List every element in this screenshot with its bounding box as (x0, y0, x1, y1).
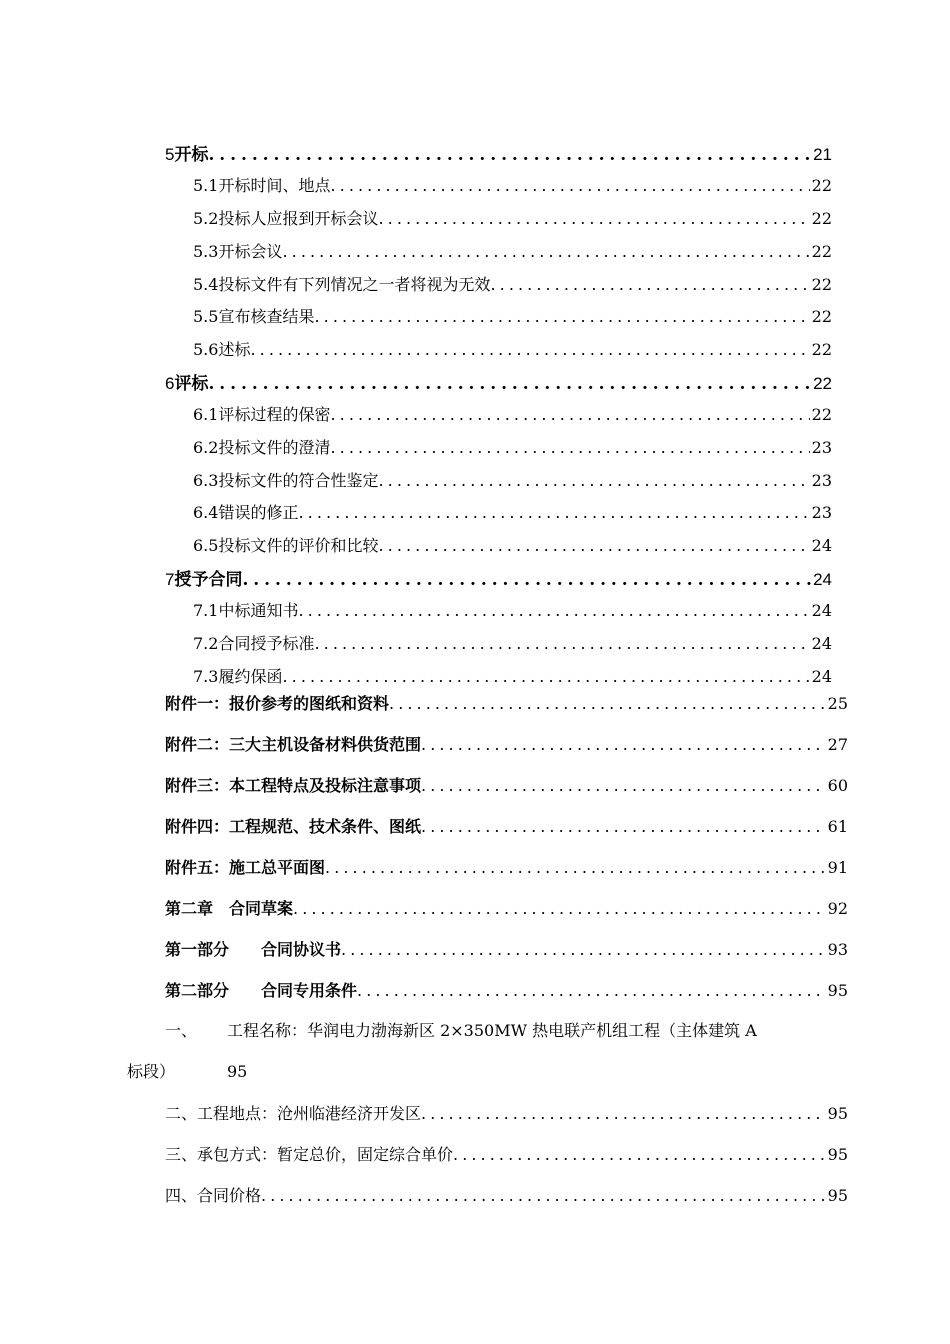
toc-page-number: 24 (811, 536, 832, 555)
toc-number: 7.3 (193, 667, 219, 686)
toc-entry-5-4[interactable] (193, 272, 832, 295)
dot-leader (330, 176, 809, 195)
toc-page-number: 22 (811, 209, 832, 228)
toc-entry-6-1[interactable] (193, 402, 832, 425)
dot-leader (330, 438, 809, 457)
toc-page-number: 61 (827, 817, 848, 836)
dot-leader (357, 981, 826, 1000)
dot-leader (453, 1145, 826, 1164)
toc-number: 二、 (165, 1104, 198, 1123)
toc-title: 述标 (218, 340, 251, 359)
toc-number: 5 (165, 145, 175, 164)
toc-page-number: 22 (811, 275, 832, 294)
toc-number: 5.5 (193, 307, 219, 326)
dot-leader (325, 858, 826, 877)
toc-entry-5[interactable] (165, 140, 832, 165)
toc-page-number: 27 (827, 735, 848, 754)
dot-leader (378, 209, 809, 228)
toc-number: 6.4 (193, 503, 219, 522)
toc-entry-item-1[interactable] (165, 1018, 757, 1041)
toc-number: 四、 (165, 1186, 198, 1205)
toc-title: 承包方式：暂定总价，固定综合单价 (197, 1145, 454, 1164)
toc-title: 开标时间、地点 (218, 176, 331, 195)
toc-number: 一、 (165, 1021, 198, 1040)
dot-leader (314, 634, 809, 653)
toc-page-number: 24 (813, 570, 832, 589)
toc-number: 5.2 (193, 209, 219, 228)
toc-entry-5-2[interactable] (193, 206, 832, 229)
toc-title: 第二章 合同草案 (165, 899, 294, 918)
toc-page-number: 22 (813, 374, 832, 393)
dot-leader (282, 667, 809, 686)
toc-entry-5-3[interactable] (193, 239, 832, 262)
toc-page-number: 95 (227, 1062, 248, 1081)
toc-title: 投标文件的评价和比较 (218, 536, 379, 555)
toc-entry-appendix-2[interactable] (165, 732, 848, 755)
toc-entry-6-4[interactable] (193, 500, 832, 523)
toc-title-continued: 标段） (127, 1062, 176, 1081)
toc-number: 三、 (165, 1145, 198, 1164)
toc-title: 开标 (174, 145, 209, 165)
toc-page-number: 92 (827, 899, 848, 918)
toc-number: 6 (165, 374, 175, 393)
toc-page-number: 22 (811, 405, 832, 424)
dot-leader (378, 471, 809, 490)
toc-number: 6.5 (193, 536, 219, 555)
toc-number: 5.4 (193, 275, 219, 294)
toc-title: 合同价格 (197, 1186, 262, 1205)
toc-entry-appendix-5[interactable] (165, 855, 848, 878)
toc-page-number: 60 (827, 776, 848, 795)
toc-title: 中标通知书 (218, 601, 299, 620)
toc-title: 合同授予标准 (218, 634, 315, 653)
toc-title: 宣布核查结果 (218, 307, 315, 326)
toc-title: 评标过程的保密 (218, 405, 331, 424)
toc-entry-7[interactable] (165, 565, 832, 590)
dot-leader (341, 940, 826, 959)
toc-entry-6-5[interactable] (193, 533, 832, 556)
toc-title: 附件一：报价参考的图纸和资料 (165, 694, 390, 713)
toc-title: 授予合同 (174, 570, 243, 590)
toc-page-number: 95 (827, 1145, 848, 1164)
dot-leader (421, 776, 826, 795)
toc-title: 工程地点：沧州临港经济开发区 (197, 1104, 422, 1123)
toc-page-number: 22 (811, 340, 832, 359)
toc-title: 附件二：三大主机设备材料供货范围 (165, 735, 422, 754)
toc-entry-part-1[interactable] (165, 937, 848, 960)
toc-page-number: 23 (811, 503, 832, 522)
toc-entry-item-2[interactable] (165, 1101, 848, 1124)
toc-page-number: 95 (827, 981, 848, 1000)
toc-page-number: 95 (827, 1186, 848, 1205)
toc-number: 7.2 (193, 634, 219, 653)
toc-number: 6.3 (193, 471, 219, 490)
toc-title: 投标文件的符合性鉴定 (218, 471, 379, 490)
dot-leader (421, 1104, 826, 1123)
toc-entry-7-2[interactable] (193, 631, 832, 654)
toc-entry-6-3[interactable] (193, 468, 832, 491)
toc-title: 投标文件的澄清 (218, 438, 331, 457)
dot-leader (261, 1186, 826, 1205)
dot-leader (421, 817, 826, 836)
toc-title: 第二部分 合同专用条件 (165, 981, 358, 1000)
toc-page-number: 22 (811, 242, 832, 261)
toc-page-number: 95 (827, 1104, 848, 1123)
toc-entry-6-2[interactable] (193, 435, 832, 458)
dot-leader (298, 503, 809, 522)
toc-page-number: 24 (811, 634, 832, 653)
toc-number: 5.3 (193, 242, 219, 261)
toc-entry-5-6[interactable] (193, 337, 832, 360)
toc-entry-appendix-1[interactable] (165, 691, 848, 714)
toc-page-number: 22 (811, 307, 832, 326)
toc-number: 6.1 (193, 405, 219, 424)
dot-leader (330, 405, 809, 424)
toc-page-number: 23 (811, 438, 832, 457)
dot-leader (490, 275, 809, 294)
toc-entry-item-3[interactable] (165, 1142, 848, 1165)
dot-leader (378, 536, 809, 555)
toc-title: 附件五：施工总平面图 (165, 858, 326, 877)
toc-number: 7 (165, 570, 175, 589)
toc-title: 错误的修正 (218, 503, 299, 522)
toc-title: 附件三：本工程特点及投标注意事项 (165, 776, 422, 795)
dot-leader (208, 145, 811, 165)
dot-leader (389, 694, 826, 713)
toc-page-number: 21 (813, 145, 832, 164)
toc-entry-5-5[interactable] (193, 304, 832, 327)
toc-title: 投标文件有下列情况之一者将视为无效 (218, 275, 491, 294)
toc-page-number: 22 (811, 176, 832, 195)
dot-leader (293, 899, 826, 918)
toc-title: 附件四：工程规范、技术条件、图纸 (165, 817, 422, 836)
dot-leader (250, 340, 809, 359)
toc-entry-5-1[interactable] (193, 173, 832, 196)
toc-number: 6.2 (193, 438, 219, 457)
toc-page-number: 24 (811, 667, 832, 686)
dot-leader (282, 242, 809, 261)
toc-title: 第一部分 合同协议书 (165, 940, 342, 959)
toc-entry-7-3[interactable] (193, 664, 832, 687)
toc-entry-part-2[interactable] (165, 978, 848, 1001)
toc-title: 评标 (174, 374, 209, 394)
toc-entry-7-1[interactable] (193, 598, 832, 621)
toc-page-number: 25 (827, 694, 848, 713)
toc-title: 开标会议 (218, 242, 283, 261)
toc-entry-appendix-3[interactable] (165, 773, 848, 796)
toc-page-number: 91 (827, 858, 848, 877)
dot-leader (314, 307, 809, 326)
toc-title: 投标人应报到开标会议 (218, 209, 379, 228)
toc-entry-appendix-4[interactable] (165, 814, 848, 837)
toc-number: 5.1 (193, 176, 219, 195)
toc-number: 7.1 (193, 601, 219, 620)
dot-leader (242, 570, 811, 590)
toc-title: 履约保函 (218, 667, 283, 686)
toc-number: 5.6 (193, 340, 219, 359)
dot-leader (208, 374, 811, 394)
toc-page-number: 93 (827, 940, 848, 959)
dot-leader (298, 601, 809, 620)
dot-leader (421, 735, 826, 754)
toc-page-number: 24 (811, 601, 832, 620)
toc-entry-6[interactable] (165, 369, 832, 394)
toc-entry-chapter-2[interactable] (165, 896, 848, 919)
toc-title: 工程名称：华润电力渤海新区 2×350MW 热电联产机组工程（主体建筑 A (227, 1021, 757, 1040)
toc-entry-item-1-continued (127, 1059, 247, 1082)
toc-entry-item-4[interactable] (165, 1183, 848, 1206)
toc-page-number: 23 (811, 471, 832, 490)
